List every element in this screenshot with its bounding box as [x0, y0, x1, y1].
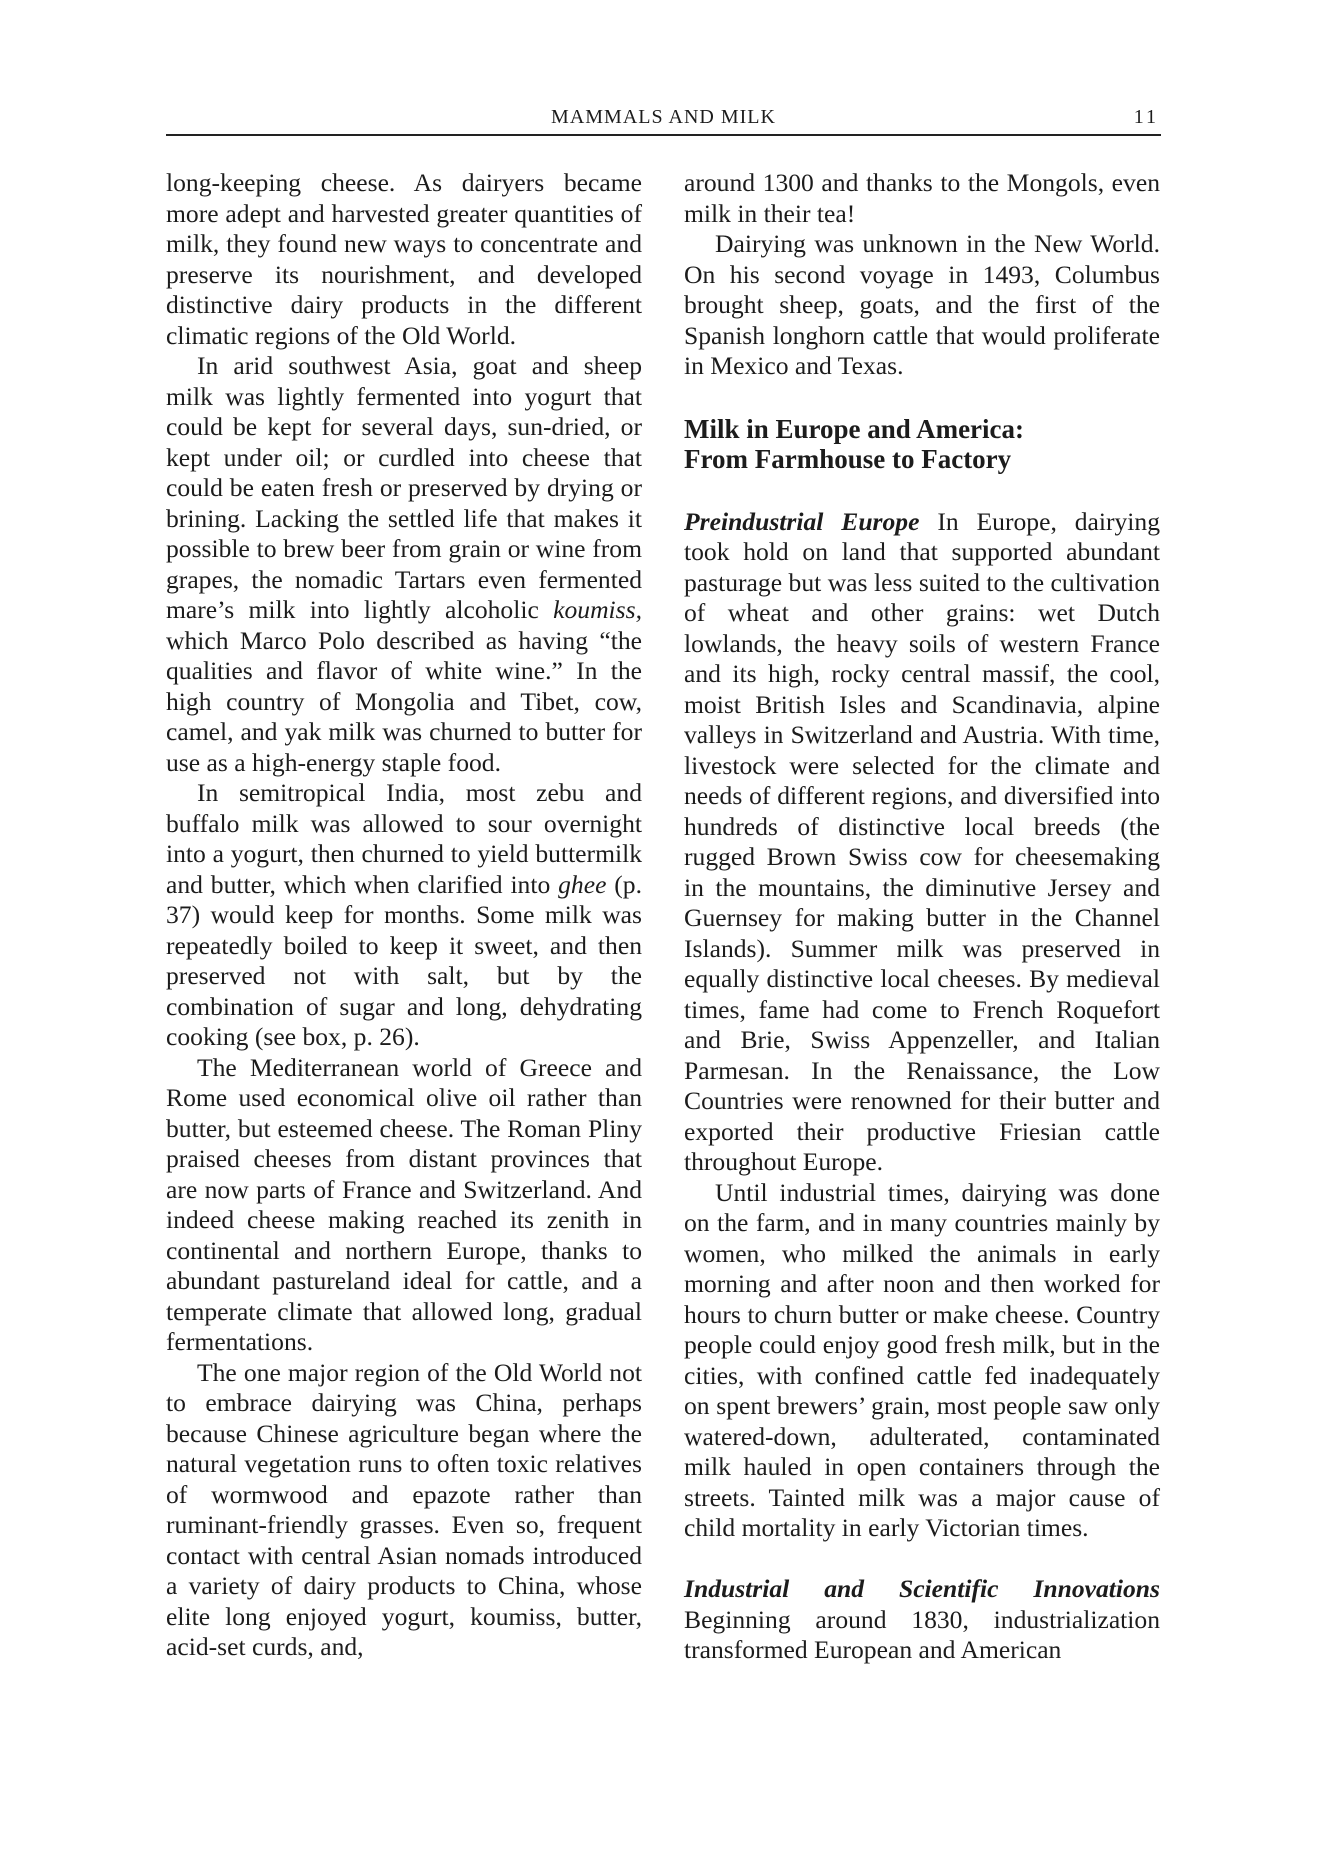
section-heading-line: From Farmhouse to Factory	[684, 444, 1012, 474]
paragraph-text: Beginning around 1830, industrialization transformed European and American	[684, 1604, 1160, 1664]
paragraph: long-keeping cheese. As dairyers became more adept and harvested greater quantities of milk, they found new ways to concentrate and preserve its nourishment, and developed distinctive dairy products in the different climatic regions of the Old World.	[166, 168, 642, 350]
paragraph: Dairying was unknown in the New World. On his second voyage in 1493, Columbus brought sheep, goats, and the first of the Spanish longhorn cattle that would proliferate in Mexico and Texas.	[684, 229, 1160, 380]
running-head	[166, 104, 1161, 136]
paragraph-text: (p. 37) would keep for months. Some milk was repeatedly boiled to keep it sweet, and then preserved not with salt, but by the combination of sugar and long, dehydrating cooking (see box, p. 26).	[166, 869, 642, 1051]
paragraph: Until industrial times, dairying was done on the farm, and in many countries mainly by women, who milked the animals in early morning and after noon and then worked for hours to churn butter or make cheese. Country people could enjoy good fresh milk, but in the cities, with confined cattle fed inadequately on spent brewers’ grain, most people saw only watered-down, adulterated, contaminated milk hauled in open containers through the streets. Tainted milk was a major cause of child mortality in early Victorian times.	[684, 1177, 1160, 1542]
running-title: MAMMALS AND MILK	[551, 106, 776, 128]
right-column	[684, 168, 1160, 1666]
paragraph: around 1300 and thanks to the Mongols, even milk in their tea!	[684, 168, 1160, 228]
term-koumiss: koumiss,	[553, 595, 642, 624]
subsection-heading: Preindustrial Europe	[684, 506, 920, 536]
left-column	[166, 168, 642, 1663]
paragraph-text: which Marco Polo described as having “the qualities and flavor of white wine.” In the high country of Mongolia and Tibet, cow, camel, and yak milk was churned to butter for use as a high-energy staple food.	[166, 625, 642, 777]
paragraph-text: In arid southwest Asia, goat and sheep milk was lightly fermented into yogurt that could be kept for several days, sun-dried, or kept under oil; or curdled into cheese that could be eaten fresh or preserved by drying or brining. Lacking the settled life that makes it possible to brew beer from grain or wine from grapes, the nomadic Tartars even fermented mare’s milk into lightly alcoholic	[166, 351, 642, 624]
paragraph: The Mediterranean world of Greece and Rome used economical olive oil rather than butter, but esteemed cheese. The Roman Pliny praised cheeses from distant provinces that are now parts of France and Switzerland. And indeed cheese making reached its zenith in continental and northern Europe, thanks to abundant pastureland ideal for cattle, and a temperate climate that allowed long, gradual fermentations.	[166, 1052, 642, 1356]
section-spacer	[684, 1544, 1160, 1575]
term-ghee: ghee	[558, 869, 607, 899]
page-number: 11	[1133, 106, 1159, 128]
paragraph: The one major region of the Old World not to embrace dairying was China, perhaps because Chinese agriculture began where the natural vegetation runs to often toxic relatives of wormwood and epazote rather than ruminant-friendly grasses. Even so, frequent contact with central Asian nomads introduced a variety of dairy products to China, whose elite long enjoyed yogurt, koumiss, butter, acid-set curds, and,	[166, 1357, 642, 1661]
paragraph	[684, 507, 1160, 1178]
section-heading-line: Milk in Europe and America:	[684, 413, 1025, 444]
paragraph	[684, 1574, 1160, 1666]
paragraph-text: In semitropical India, most zebu and buffalo milk was allowed to sour overnight into a yogurt, then churned to yield buttermilk and butter, which when clarified into	[166, 778, 642, 899]
paragraph	[166, 351, 642, 778]
section-heading	[684, 414, 1160, 475]
subsection-heading: Industrial and Scientific Innovations	[684, 1574, 1160, 1603]
paragraph-text: In Europe, dairying took hold on land that supported abundant pasturage but was less suited to the cultivation of wheat and other grains: wet Dutch lowlands, the heavy soils of western France and its high, rocky central massif, the cool, moist British Isles and Scandinavia, alpine valleys in Switzerland and Austria. With time, livestock were selected for the climate and needs of different regions, and diversified into hundreds of distinctive local breeds (the rugged Brown Swiss cow for cheesemaking in the mountains, the diminutive Jersey and Guernsey for making butter in the Channel Islands). Summer milk was preserved in equally distinctive local cheeses. By medieval times, fame had come to French Roquefort and Brie, Swiss Appenzeller, and Italian Parmesan. In the Renaissance, the Low Countries were renowned for their butter and exported their productive Friesian cattle throughout Europe.	[684, 506, 1160, 1176]
paragraph	[166, 778, 642, 1053]
